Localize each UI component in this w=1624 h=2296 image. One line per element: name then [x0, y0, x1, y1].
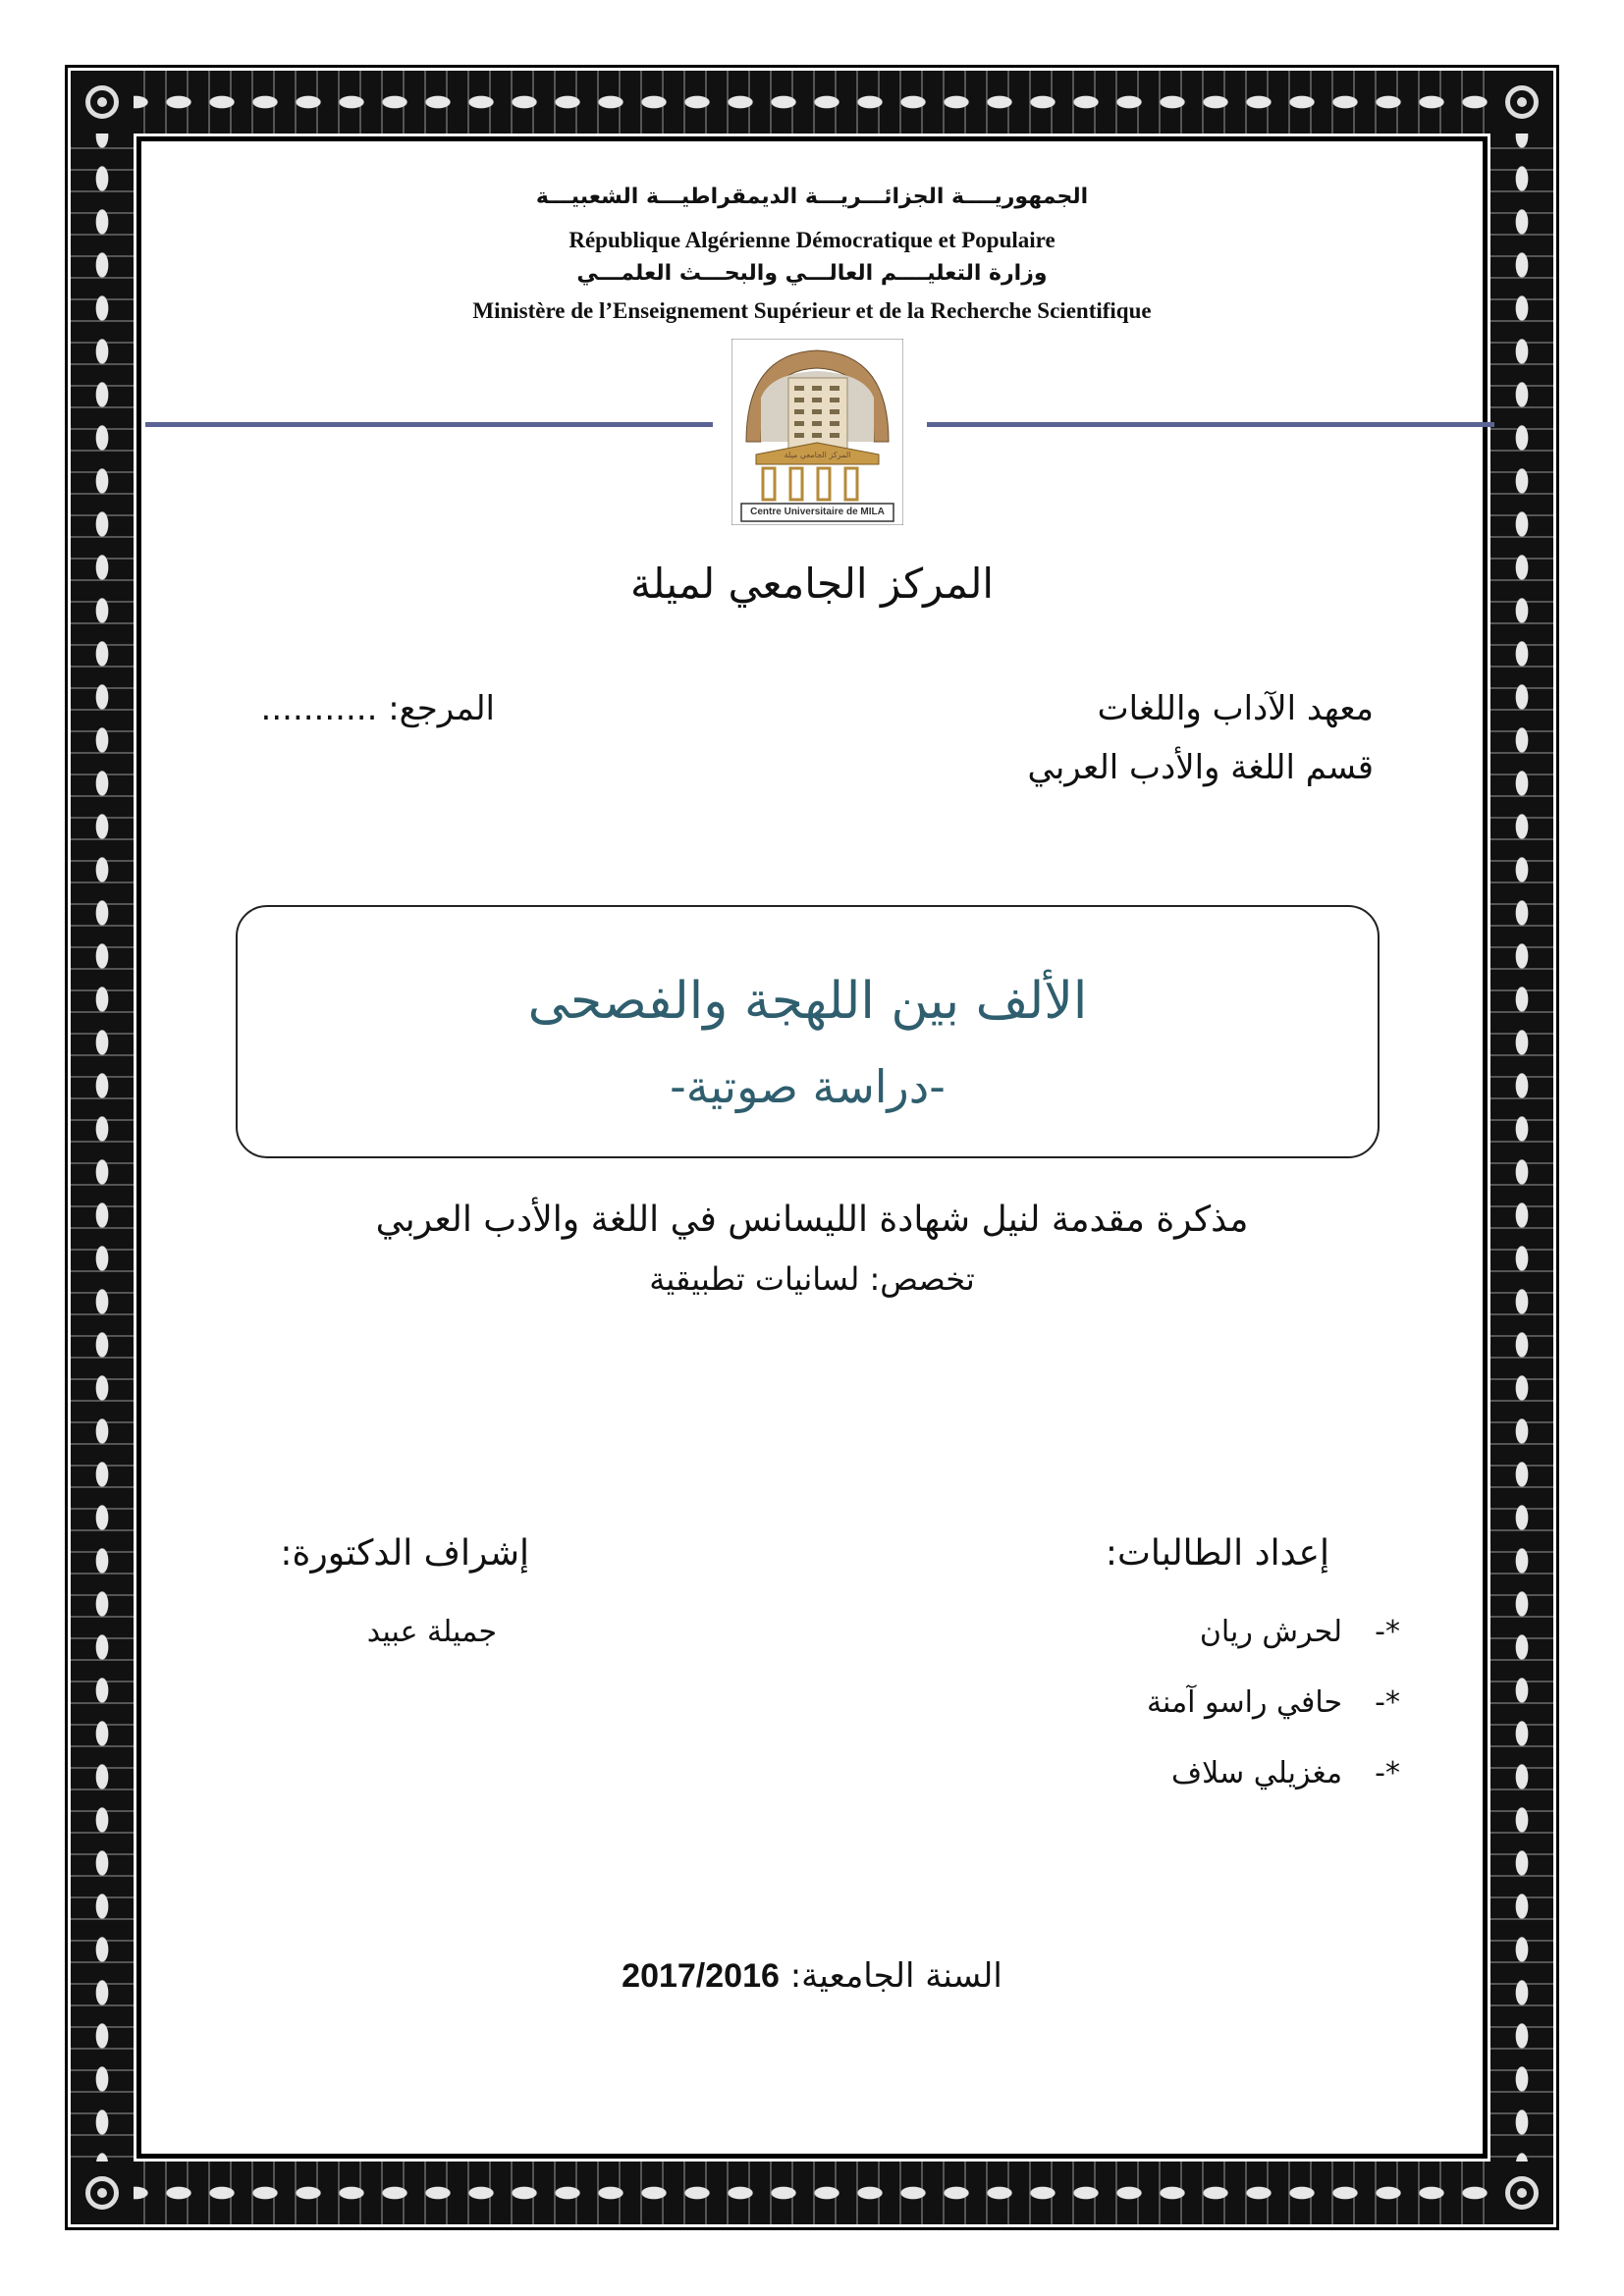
- academic-year-label: السنة الجامعية:: [789, 1956, 1002, 1996]
- bullet-marker: *-: [1375, 1615, 1400, 1649]
- student-item: [1171, 1756, 1400, 1790]
- students-heading: إعداد الطالبات:: [1105, 1533, 1329, 1574]
- academic-year: [0, 1956, 1624, 1996]
- thesis-title: الألف بين اللهجة والفصحى: [527, 972, 1088, 1031]
- academic-year-value: 2017/2016: [622, 1957, 780, 1995]
- student-item: [1200, 1615, 1400, 1649]
- logo-band-text: المركز الجامعي ميلة: [784, 451, 851, 459]
- student-name: لحرش ريان: [1199, 1615, 1343, 1649]
- degree-statement: مذكرة مقدمة لنيل شهادة الليسانس في اللغة والأدب العربي: [375, 1200, 1249, 1240]
- border-right: [1490, 71, 1553, 2224]
- republic-fr: République Algérienne Démocratique et Populaire: [568, 228, 1056, 252]
- border-bottom: [71, 2162, 1553, 2224]
- thesis-subtitle: -دراسة صوتية-: [670, 1060, 946, 1113]
- republic-ar: الجمهوريــــة الجزائـــريـــة الديمقراطيـــة الشعبيـــة: [535, 185, 1089, 209]
- corner-ornament: [1490, 2162, 1553, 2224]
- bullet-marker: *-: [1375, 1756, 1400, 1790]
- corner-ornament: [71, 71, 134, 133]
- department-name: قسم اللغة والأدب العربي: [1027, 748, 1374, 787]
- ministry-fr: Ministère de l’Enseignement Supérieur et de la Recherche Scientifique: [472, 298, 1152, 323]
- border-top: [71, 71, 1553, 133]
- supervisor-heading: إشراف الدكتورة:: [280, 1533, 529, 1574]
- title-frame: [236, 905, 1380, 1158]
- header-rule-right: [927, 422, 1494, 427]
- student-name: حافي راسو آمنة: [1146, 1685, 1343, 1720]
- institute-name: معهد الآداب واللغات: [1097, 689, 1374, 728]
- university-logo: [731, 339, 903, 525]
- corner-ornament: [1490, 71, 1553, 133]
- ministry-ar: وزارة التعليــــم العالـــي والبحـــث العلمـــي: [576, 261, 1048, 286]
- student-item: [1147, 1685, 1400, 1720]
- institution-name: المركز الجامعي لميلة: [629, 560, 995, 608]
- header-rule-left: [145, 422, 713, 427]
- bullet-marker: *-: [1375, 1685, 1400, 1720]
- reference-field: المرجع: ...........: [260, 689, 495, 728]
- logo-caption: Centre Universitaire de MILA: [750, 507, 885, 517]
- supervisor-name: جميلة عبيد: [366, 1615, 497, 1649]
- corner-ornament: [71, 2162, 134, 2224]
- border-left: [71, 71, 134, 2224]
- specialty: تخصص: لسانيات تطبيقية: [649, 1260, 975, 1298]
- student-name: مغزيلي سلاف: [1171, 1756, 1343, 1790]
